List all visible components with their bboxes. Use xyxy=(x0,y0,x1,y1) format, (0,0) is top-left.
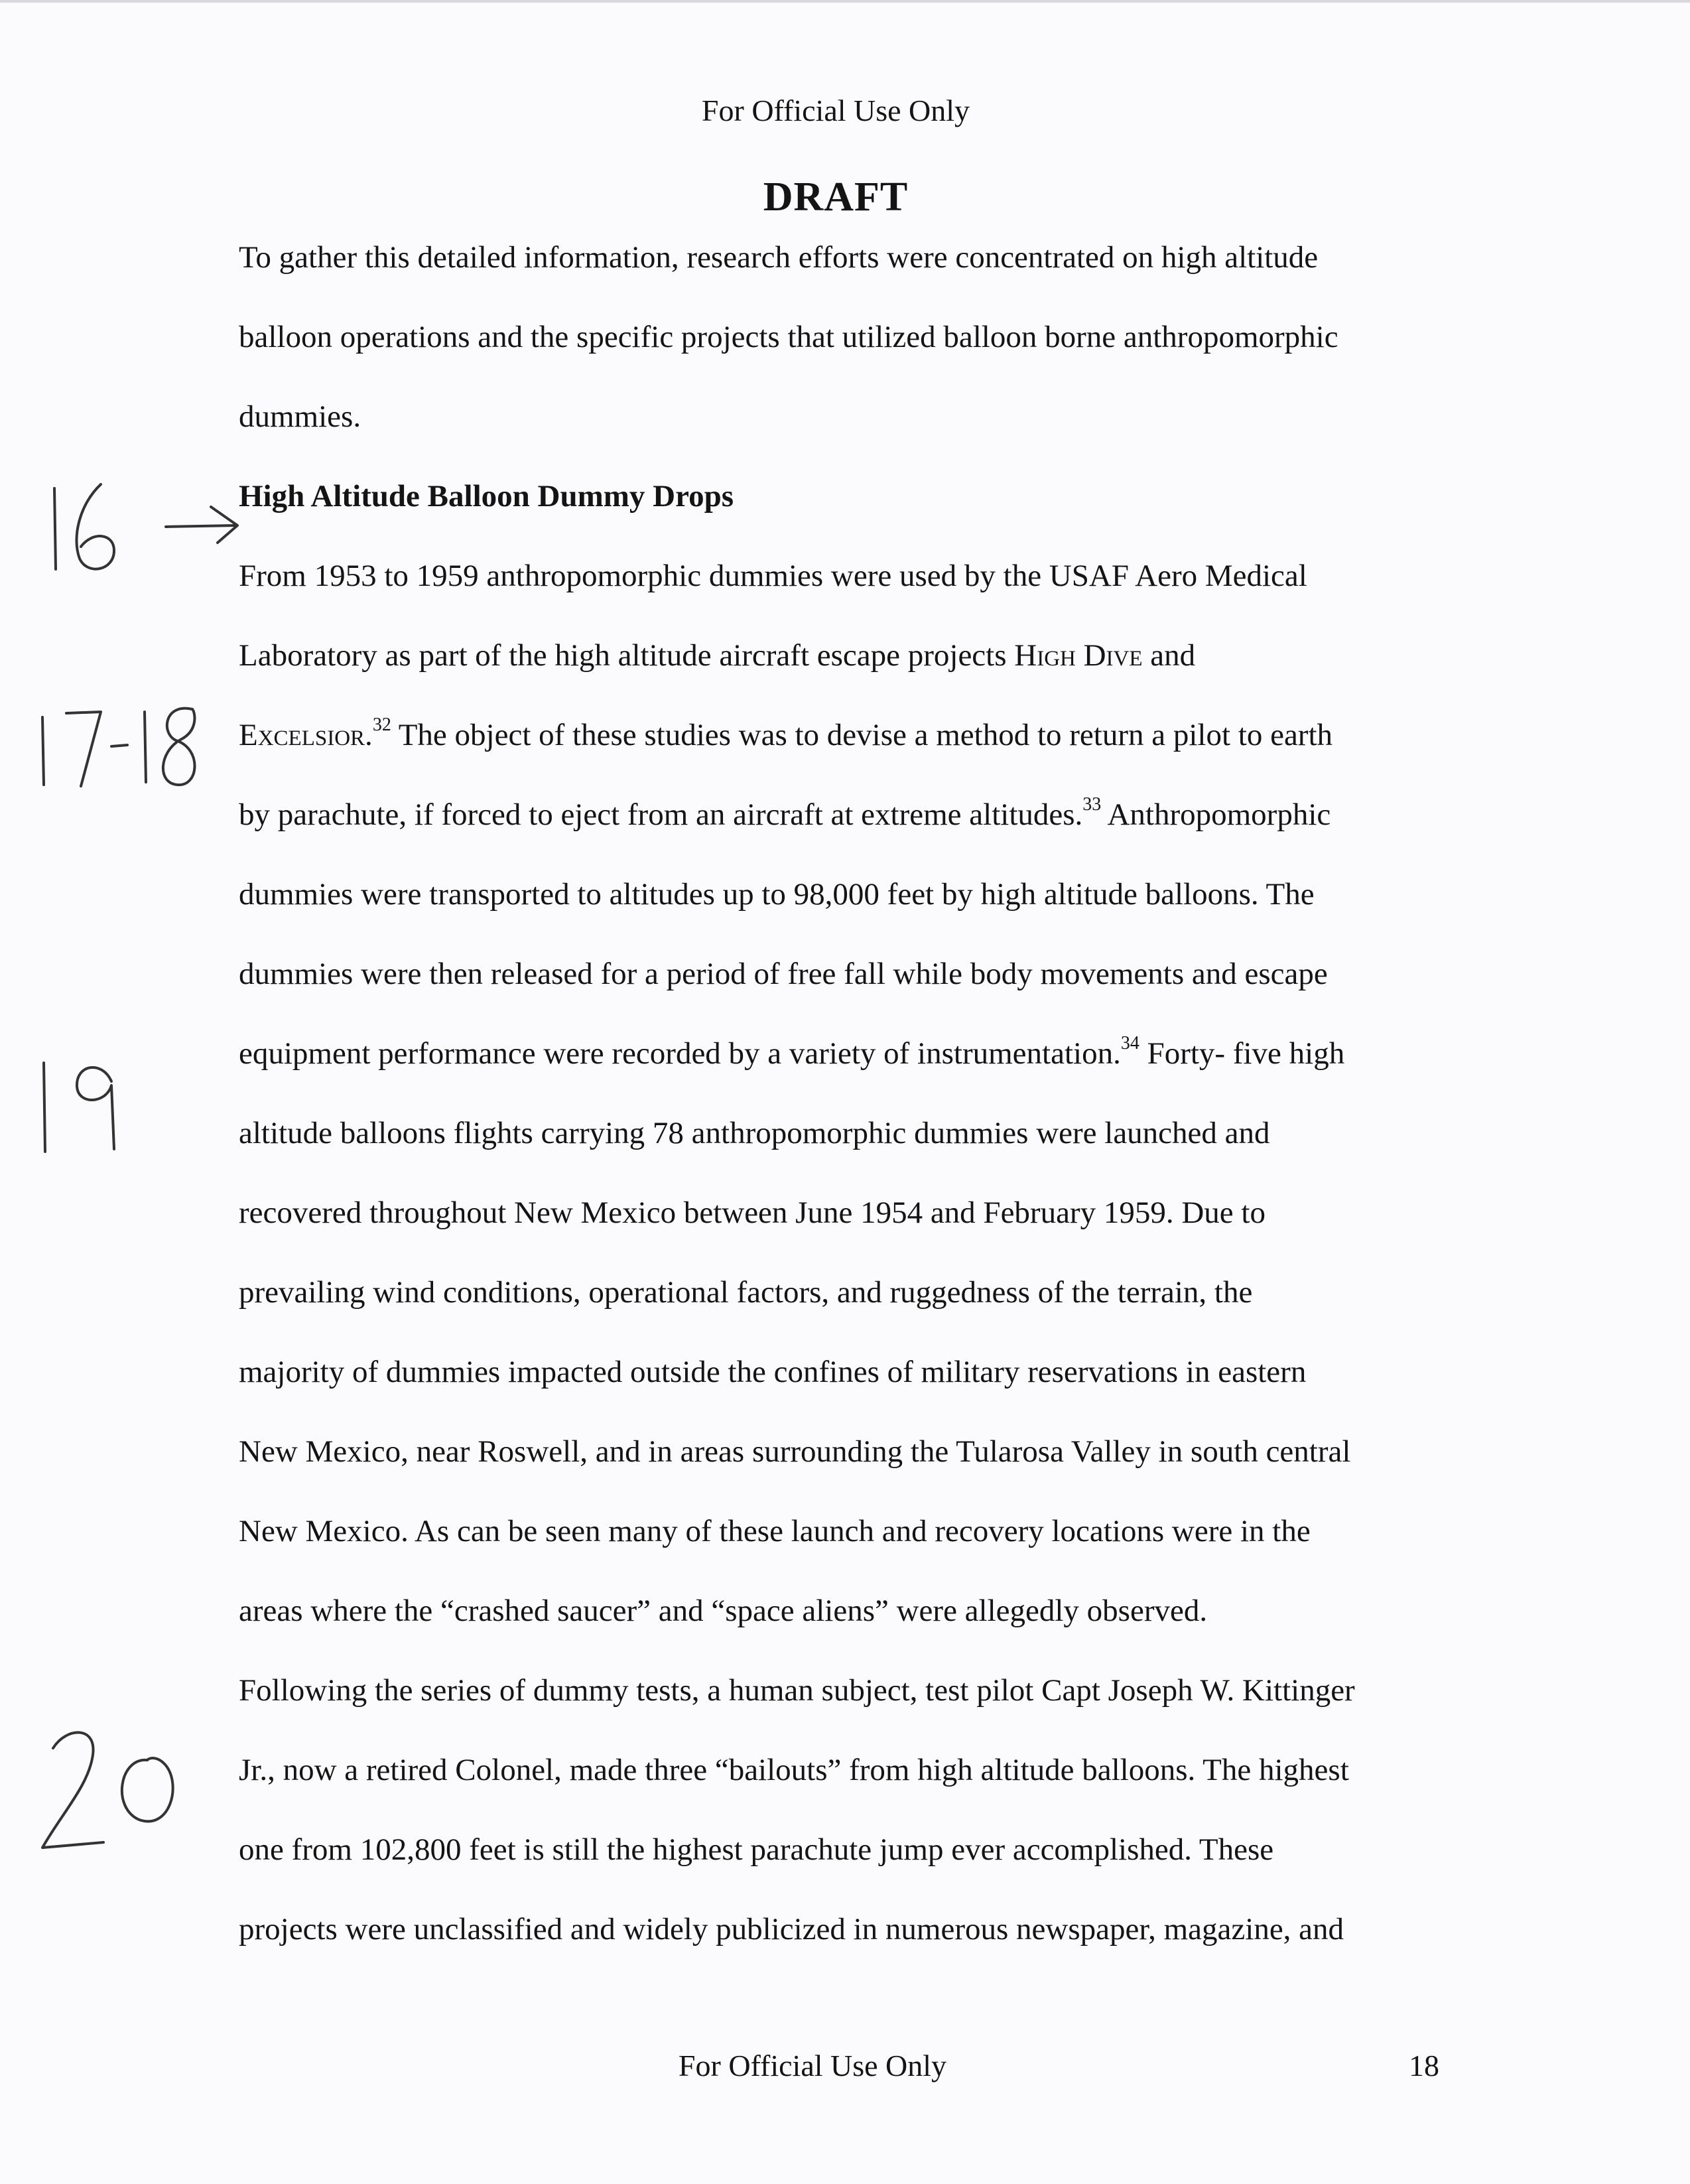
footer-classification: For Official Use Only xyxy=(678,2049,947,2082)
para2-line: Following the series of dummy tests, a human subject, test pilot Capt Joseph W. Kittinger xyxy=(239,1673,1355,1708)
margin-note-19 xyxy=(33,1055,139,1161)
para1-line: dummies were transported to altitudes up to 98,000 feet by high altitude balloons. The xyxy=(239,877,1315,912)
text-run: equipment performance were recorded by a variety of instrumentation. xyxy=(239,1036,1121,1071)
margin-note-16 xyxy=(40,478,252,584)
text-run: and xyxy=(1142,638,1196,673)
intro-line: balloon operations and the specific projects that utilized balloon borne anthropomorphic xyxy=(239,320,1338,354)
para2-line: projects were unclassified and widely publicized in numerous newspaper, magazine, and xyxy=(239,1912,1344,1946)
project-name-high-dive: High Dive xyxy=(1014,638,1143,673)
para2-line: one from 102,800 feet is still the highest parachute jump ever accomplished. These xyxy=(239,1832,1274,1867)
text-run: Forty- five high xyxy=(1139,1036,1345,1071)
margin-note-17-18 xyxy=(33,700,206,793)
scan-top-edge xyxy=(0,0,1690,3)
para2-line: Jr., now a retired Colonel, made three “bailouts” from high altitude balloons. The highest xyxy=(239,1753,1349,1787)
para1-line: areas where the “crashed saucer” and “space aliens” were allegedly observed. xyxy=(239,1594,1208,1628)
body-text xyxy=(239,218,1453,1969)
footnote-ref-33: 33 xyxy=(1082,794,1102,815)
para1-line xyxy=(239,616,1453,695)
page-number: 18 xyxy=(1409,2049,1439,2082)
draft-watermark-title: DRAFT xyxy=(763,174,909,220)
para1-line xyxy=(239,695,1453,775)
para1-line: New Mexico. As can be seen many of these launch and recovery locations were in the xyxy=(239,1514,1311,1548)
para1-line: prevailing wind conditions, operational factors, and ruggedness of the terrain, the xyxy=(239,1275,1253,1310)
text-run: Laboratory as part of the high altitude aircraft escape projects xyxy=(239,638,1015,673)
text-run: by parachute, if forced to eject from an aircraft at extreme altitudes. xyxy=(239,797,1083,832)
section-heading: High Altitude Balloon Dummy Drops xyxy=(239,479,734,513)
text-run: The object of these studies was to devise a method to return a pilot to earth xyxy=(391,718,1333,752)
text-run: Anthropomorphic xyxy=(1101,797,1331,832)
footnote-ref-34: 34 xyxy=(1120,1033,1139,1054)
intro-line: To gather this detailed information, research efforts were concentrated on high altitude xyxy=(239,240,1319,275)
footnote-ref-32: 32 xyxy=(372,715,391,735)
intro-line: dummies. xyxy=(239,399,361,434)
para1-line: dummies were then released for a period of free fall while body movements and escape xyxy=(239,957,1328,991)
para1-line: New Mexico, near Roswell, and in areas surrounding the Tularosa Valley in south central xyxy=(239,1434,1351,1469)
para1-line: altitude balloons flights carrying 78 anthropomorphic dummies were launched and xyxy=(239,1116,1270,1150)
para1-line xyxy=(239,775,1453,854)
margin-note-20 xyxy=(33,1722,179,1861)
project-name-excelsior: Excelsior. xyxy=(239,718,373,752)
para1-line: From 1953 to 1959 anthropomorphic dummies were used by the USAF Aero Medical xyxy=(239,559,1307,593)
para1-line: recovered throughout New Mexico between June 1954 and February 1959. Due to xyxy=(239,1195,1266,1230)
header-classification: For Official Use Only xyxy=(701,94,970,127)
para1-line xyxy=(239,1014,1453,1093)
para1-line: majority of dummies impacted outside the confines of military reservations in eastern xyxy=(239,1355,1307,1389)
